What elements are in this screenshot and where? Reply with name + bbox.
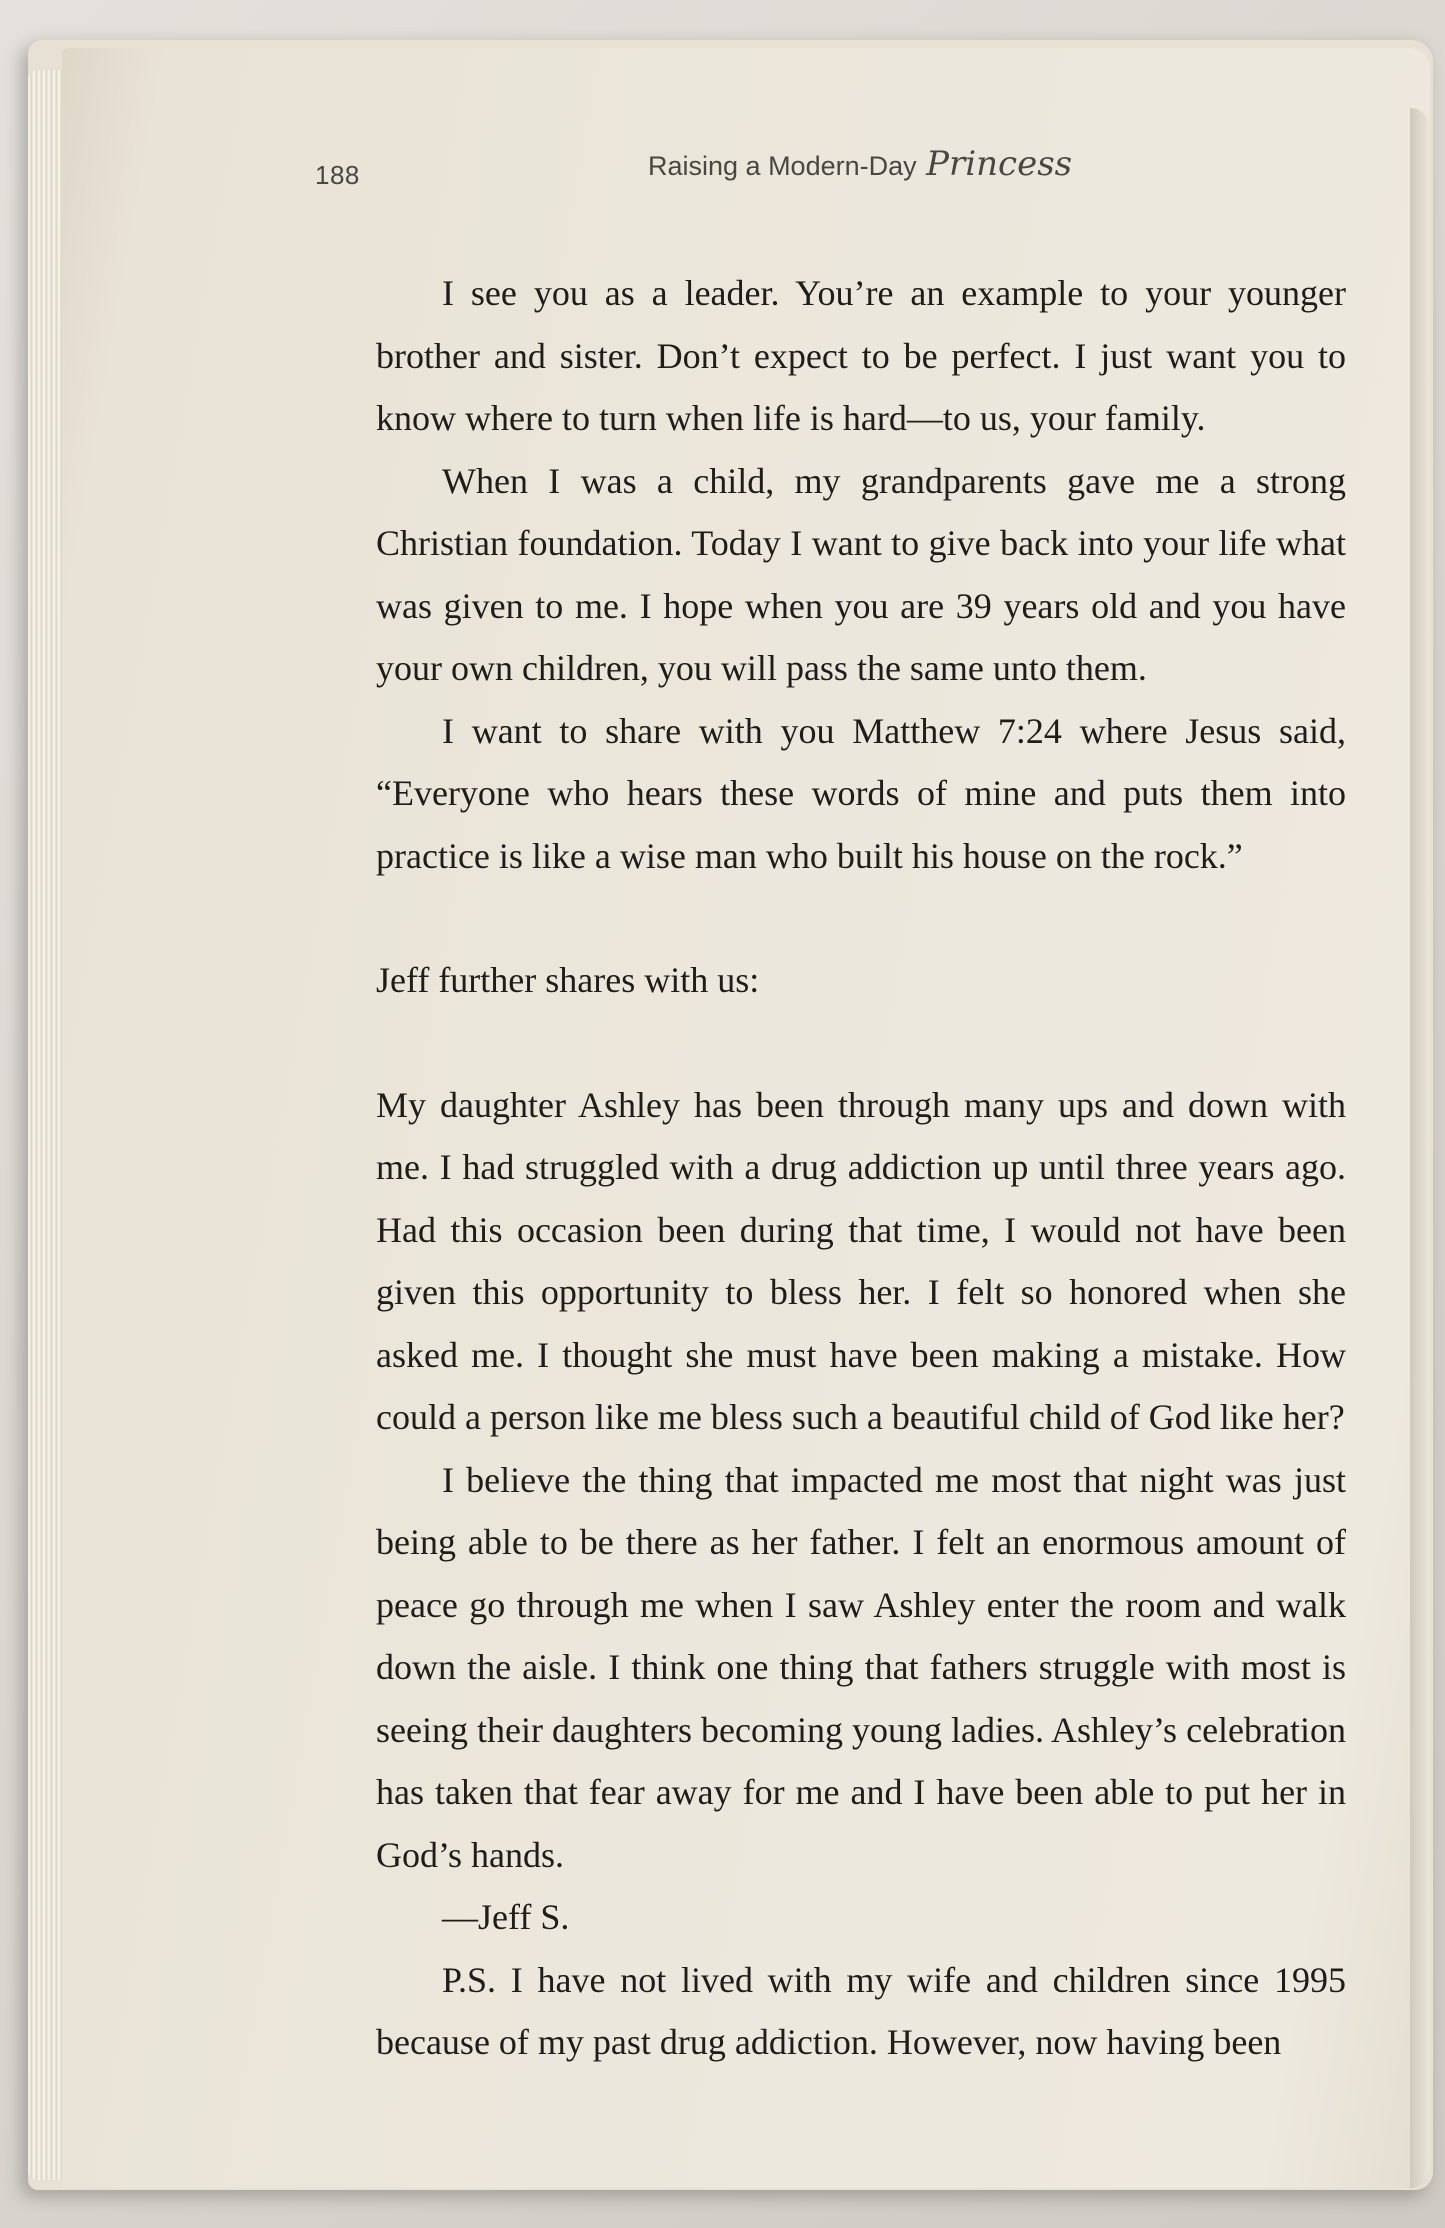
signoff: —Jeff S. <box>442 1897 570 1937</box>
book-title-script: Princess <box>926 144 1073 184</box>
intro-line: Jeff further shares with us: <box>376 960 760 1000</box>
letter-paragraph-2: When I was a child, my grandparents gave me a strong Christian foundation. Today I want to give back into your life what was given to me. I hope when you are 39 years old and you have your own children, you will pass the same unto them. <box>376 460 1346 688</box>
running-head <box>0 130 1445 190</box>
book-title <box>648 144 1072 184</box>
letter-paragraph-3: I want to share with you Matthew 7:24 where Jesus said, “Everyone who hears these words of mine and puts them into practice is like a wise man who built his house on the rock.” <box>376 710 1346 876</box>
page-number: 188 <box>315 160 360 190</box>
body-text <box>376 262 1346 2074</box>
book-title-main: Raising a Modern-Day <box>648 151 917 181</box>
letter-paragraph-1: I see you as a leader. You’re an example to your younger brother and sister. Don’t expect to be perfect. I just want you to know where to turn when life is hard—to us, your family. <box>376 273 1346 438</box>
next-page-edge <box>1410 108 1430 2188</box>
quote-paragraph-1: My daughter Ashley has been through many ups and down with me. I had struggled with a drug addiction up until three years ago. Had this occasion been during that time, I would not have been given this opportunity to bless her. I felt so honored when she asked me. I thought she must have been making a mistake. How could a person like me bless such a beautiful child of God like her? <box>376 1084 1346 1437</box>
postscript: P.S. I have not lived with my wife and children since 1995 because of my past drug addiction. However, now having been <box>376 1959 1346 2062</box>
quote-paragraph-2: I believe the thing that impacted me most that night was just being able to be there as her father. I felt an enormous amount of peace go through me when I saw Ashley enter the room and walk down the aisle. I think one thing that fathers struggle with most is seeing their daughters becoming young ladies. Ashley’s celebration has taken that fear away for me and I have been able to put her in God’s hands. <box>376 1459 1346 1875</box>
